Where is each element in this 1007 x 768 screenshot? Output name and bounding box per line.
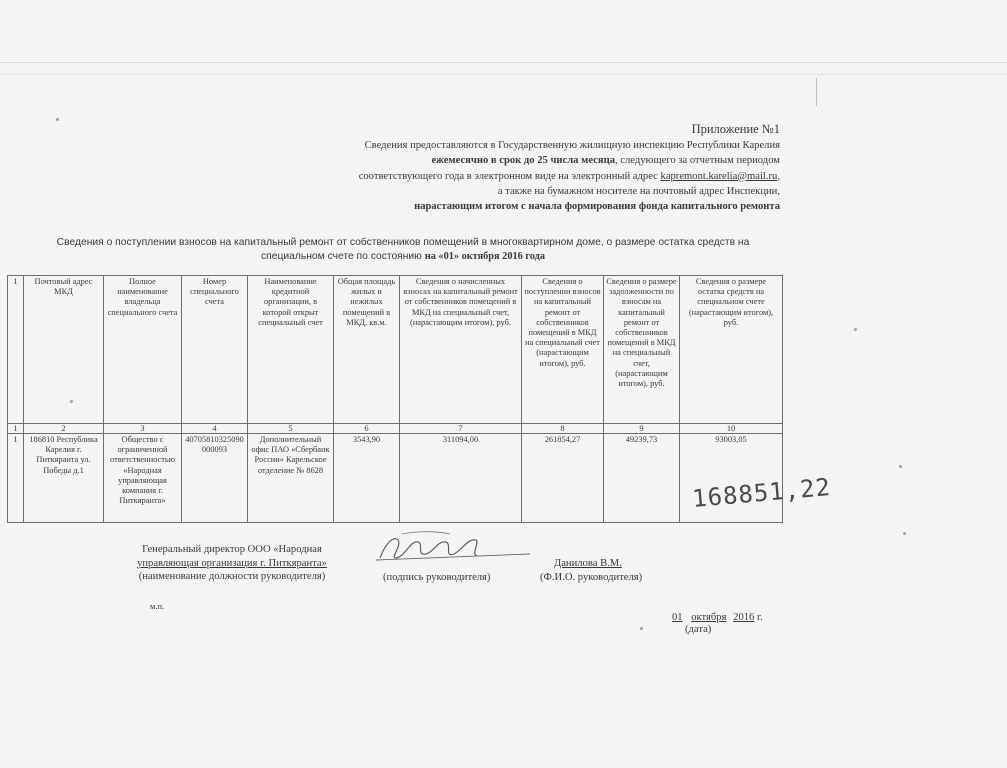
column-number: 9 [604,424,680,434]
header-block [280,122,780,214]
table-header-cell: Сведения о размере задолженности по взносам на капитальный ремонт от собственников помещений в МКД на специальный счет, (нарастающим итогом), руб. [604,276,680,424]
name-block [540,557,642,584]
table-cell: Дополнительный офис ПАО «Сбербанк России» Карельское отделение № 8628 [248,434,334,523]
table-header-cell: Номер специального счета [182,276,248,424]
table-header-cell: 1 [8,276,24,424]
table-cell: 186810 Республика Карелия г. Питкяранта ул. Победы д.1 [24,434,104,523]
column-number: 8 [522,424,604,434]
signature-caption: (подпись руководителя) [383,572,491,583]
table-header-cell: Общая площадь жилых и нежилых помещений в МКД, кв.м. [334,276,400,424]
table-header-cell: Наименование кредитной организации, в которой открыт специальный счет [248,276,334,424]
header-line-1: Сведения предоставляются в Государственную жилищную инспекцию Республики Карелия [364,140,780,151]
table-cell: 40705810325090000093 [182,434,248,523]
table-header-cell: Сведения о поступлении взносов на капитальный ремонт от собственников помещений в МКД на специальный счет (нарастающим итогом), руб. [522,276,604,424]
column-number: 5 [248,424,334,434]
scan-speck [640,627,643,630]
column-number: 7 [400,424,522,434]
signature-icon [372,528,532,570]
column-number: 6 [334,424,400,434]
table-cell: 261854,27 [522,434,604,523]
scan-artifact [0,62,1007,63]
scan-artifact [816,78,817,106]
position-block [112,543,352,584]
column-number: 2 [24,424,104,434]
appendix-label: Приложение №1 [691,122,780,136]
date-day: 01 [672,612,683,623]
stamp-place-label: м.п. [150,601,165,611]
table-header-cell: Сведения о размере остатка средств на специальном счете (нарастающим итогом), руб. [680,276,783,424]
header-line-5: нарастающим итогом с начала формирования фонда капитального ремонта [414,201,780,213]
header-line-4: а также на бумажном носителе на почтовый адрес Инспекции, [497,185,780,197]
table-cell: 3543,90 [334,434,400,523]
table-cell: 1 [8,434,24,523]
date-suffix: г. [756,612,763,623]
header-line-3: соответствующего года в электронном виде на электронный адрес kapremont.karelia@mail.ru, [358,170,780,182]
table-cell: Общество с ограниченной ответственностью «Народная управляющая компания г. Питкяранта» [104,434,182,523]
scan-artifact [0,74,1007,75]
date-block [672,611,763,624]
position-line-1: Генеральный директор ООО «Народная [142,544,322,555]
contributions-table [7,275,783,523]
table-cell: 49239,73 [604,434,680,523]
name-caption: (Ф.И.О. руководителя) [540,571,643,583]
scan-speck [903,532,906,535]
director-name: Данилова В.М. [554,558,622,569]
column-number: 3 [104,424,182,434]
header-line-2: ежемесячно в срок до 25 числа месяца, следующего за отчетным периодом [431,155,780,167]
table-row [8,434,783,523]
date-month: октября [691,612,727,623]
date-year: 2016 [733,612,755,623]
table-header-row [8,276,783,424]
scan-speck [854,328,857,331]
email-link[interactable]: kapremont.karelia@mail.ru [660,170,778,182]
document-title: Сведения о поступлении взносов на капитальный ремонт от собственников помещений в многоквартирном доме, о размере остатка средств на специальном счете по состоянию на «01» октября 2016 года [56,237,750,262]
scan-speck [899,465,902,468]
position-line-2: управляющая организация г. Питкяранта» [137,557,327,569]
column-number: 10 [680,424,783,434]
handwritten-total: 168851,22 [691,472,833,514]
table-cell: 93003,05 [680,434,783,523]
table-header-cell: Почтовый адрес МКД [24,276,104,424]
table-header-cell: Полное наименование владельца специального счета [104,276,182,424]
position-caption: (наименование должности руководителя) [138,571,326,582]
column-number-row [8,424,783,434]
table-header-cell: Сведения о начисленных взносах на капитальный ремонт от собственников помещений в МКД на специальный счет, (нарастающим итогом), руб. [400,276,522,424]
table-cell: 311094,00 [400,434,522,523]
date-caption: (дата) [685,624,712,635]
column-number: 1 [8,424,24,434]
scan-speck [56,118,59,121]
column-number: 4 [182,424,248,434]
